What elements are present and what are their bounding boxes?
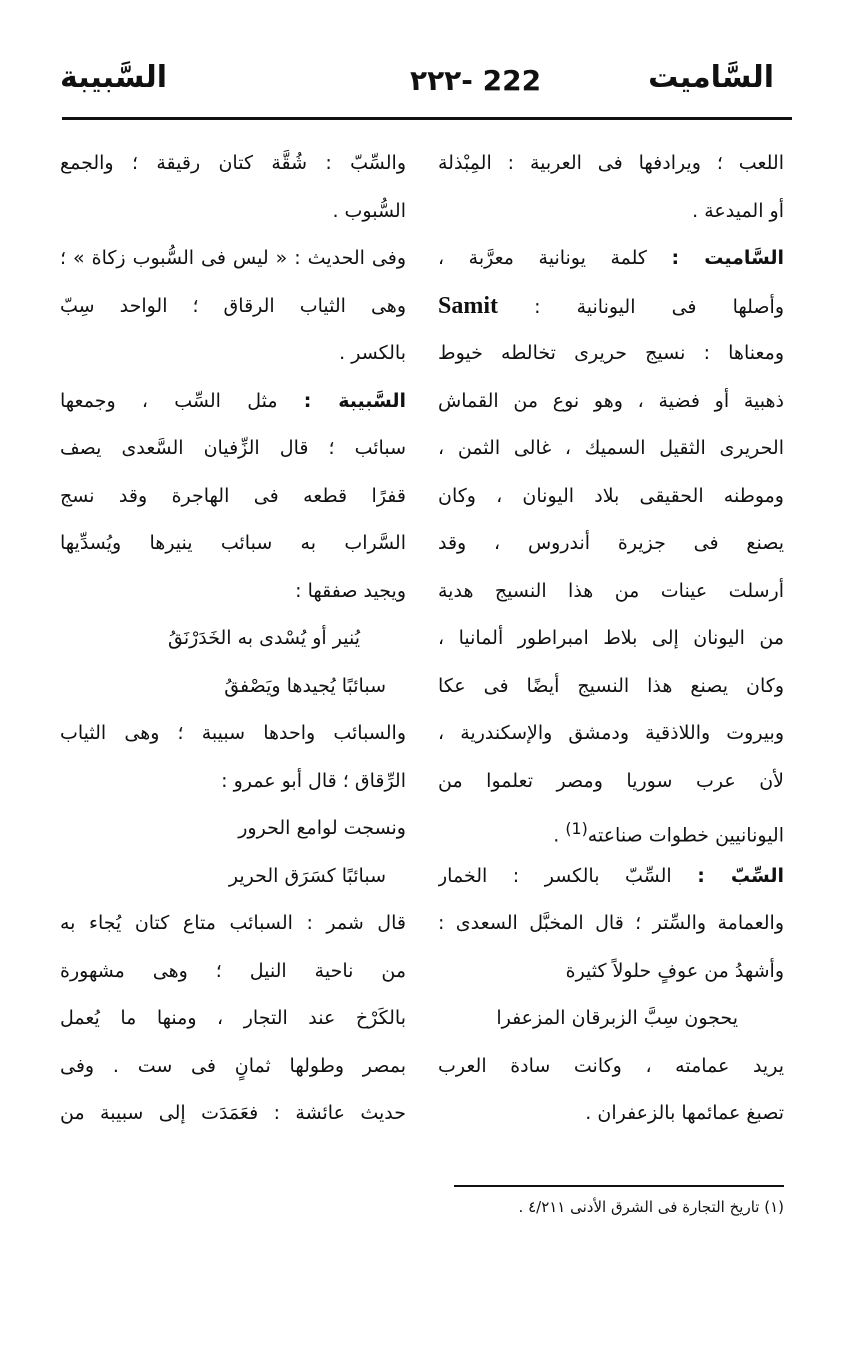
- text-line: والعمامة والسِّتر ؛ قال المخبَّل السعدى :: [438, 912, 784, 934]
- verse-line: سبائبًا يُجيدها ويَصْفقُ: [224, 674, 386, 697]
- running-header: [60, 60, 784, 110]
- text-line: تصبغ عمائمها بالزعفران .: [585, 1102, 784, 1124]
- entry-headword: السِّبّ :: [697, 864, 784, 887]
- header-right-title: السَّاميت: [648, 60, 774, 95]
- text-line: أو الميدعة .: [692, 199, 784, 222]
- right-column: [438, 140, 784, 1138]
- left-column: [60, 140, 406, 1138]
- entry-headword: السَّبيبة :: [303, 389, 406, 412]
- verse-line: ونسجت لوامع الحرور: [238, 817, 406, 839]
- text-span: .: [553, 824, 566, 847]
- text-line: [438, 805, 784, 853]
- text-line: ويجيد صفقها :: [295, 579, 406, 602]
- text-line: بمصر وطولها ثمانٍ فى ست . وفى: [60, 1054, 406, 1077]
- header-left-title: السَّبيبة: [60, 60, 168, 95]
- text-span: اليونانيين خطوات صناعته: [587, 824, 784, 847]
- text-line: ومعناها : نسيج حريرى تخالطه خيوط: [438, 342, 784, 364]
- text-line: الحريرى الثقيل السميك ، غالى الثمن ،: [438, 437, 784, 459]
- text-span: وأصلها فى اليونانية :: [534, 295, 784, 318]
- entry-line: [60, 378, 406, 426]
- text-line: لأن عرب سوريا ومصر تعلموا من: [438, 769, 784, 792]
- text-line: وهى الثياب الرقاق ؛ الواحد سِبّ: [60, 294, 406, 317]
- text-line: قفرًا قطعه فى الهاجرة وقد نسج: [60, 484, 406, 507]
- text-line: من اليونان إلى بلاط امبراطور ألمانيا ،: [438, 627, 784, 649]
- entry-line: [438, 853, 784, 901]
- text-line: حديث عائشة : فعَمَدَت إلى سبيبة من: [60, 1102, 406, 1124]
- entry-line: [438, 235, 784, 283]
- footnote: (١) تاريخ التجارة فى الشرق الأدنى ٤/٢١١ .: [518, 1198, 784, 1216]
- text-line: وبيروت واللاذقية ودمشق والإسكندرية ،: [438, 722, 784, 744]
- text-line: السُّبوب .: [332, 199, 406, 222]
- verse-line: يحجون سِبَّ الزبرقان المزعفرا: [496, 1007, 738, 1029]
- verse-line: وأشهدُ من عوفٍ حلولاً كثيرة: [565, 959, 784, 982]
- text-line: سبائب ؛ قال الزِّفيان السَّعدى يصف: [60, 437, 406, 459]
- text-line: يريد عمامته ، وكانت سادة العرب: [438, 1054, 784, 1077]
- text-span: كلمة يونانية معرَّبة ،: [438, 247, 647, 269]
- latin-word: Samit: [438, 292, 498, 319]
- text-line: [438, 283, 784, 331]
- text-line: وموطنه الحقيقى بلاد اليونان ، وكان: [438, 484, 784, 507]
- footnote-rule: [454, 1185, 784, 1187]
- text-line: أرسلت عينات من هذا النسيج هدية: [438, 579, 784, 602]
- text-line: الرِّقاق ؛ قال أبو عمرو :: [221, 769, 406, 792]
- text-line: ذهبية أو فضية ، وهو نوع من القماش: [438, 389, 784, 412]
- text-line: والسبائب واحدها سبيبة ؛ وهى الثياب: [60, 722, 406, 744]
- verse-line: سبائبًا كسَرَق الحرير: [228, 864, 386, 887]
- text-line: اللعب ؛ ويرادفها فى العربية : المِبْذلة: [438, 152, 784, 174]
- text-span: مثل السِّب ، وجمعها: [60, 389, 278, 412]
- entry-headword: السَّاميت :: [671, 247, 784, 269]
- text-line: وفى الحديث : « ليس فى السُّبوب زكاة » ؛: [60, 247, 406, 269]
- header-rule: [62, 117, 792, 120]
- page-number: ٢٢٢- 222: [410, 64, 542, 97]
- text-line: السَّراب به سبائب ينيرها ويُسدِّيها: [60, 532, 406, 554]
- text-line: يصنع فى جزيرة أندروس ، وقد: [438, 532, 784, 554]
- text-line: بالكسر .: [339, 342, 406, 364]
- footnote-ref: (1): [565, 819, 588, 838]
- text-line: وكان يصنع هذا النسيج أيضًا فى عكا: [438, 674, 784, 697]
- text-line: من ناحية النيل ؛ وهى مشهورة: [60, 959, 406, 982]
- verse-line: يُنير أو يُسْدى به الخَدَرْنَقُ: [167, 627, 360, 649]
- text-line: قال شمر : السبائب متاع كتان يُجاء به: [60, 912, 406, 934]
- text-line: بالكَرْخ عند التجار ، ومنها ما يُعمل: [60, 1007, 406, 1029]
- text-line: والسِّبّ : شُقَّة كتان رقيقة ؛ والجمع: [60, 152, 406, 174]
- text-span: السِّبّ بالكسر : الخمار: [438, 864, 672, 887]
